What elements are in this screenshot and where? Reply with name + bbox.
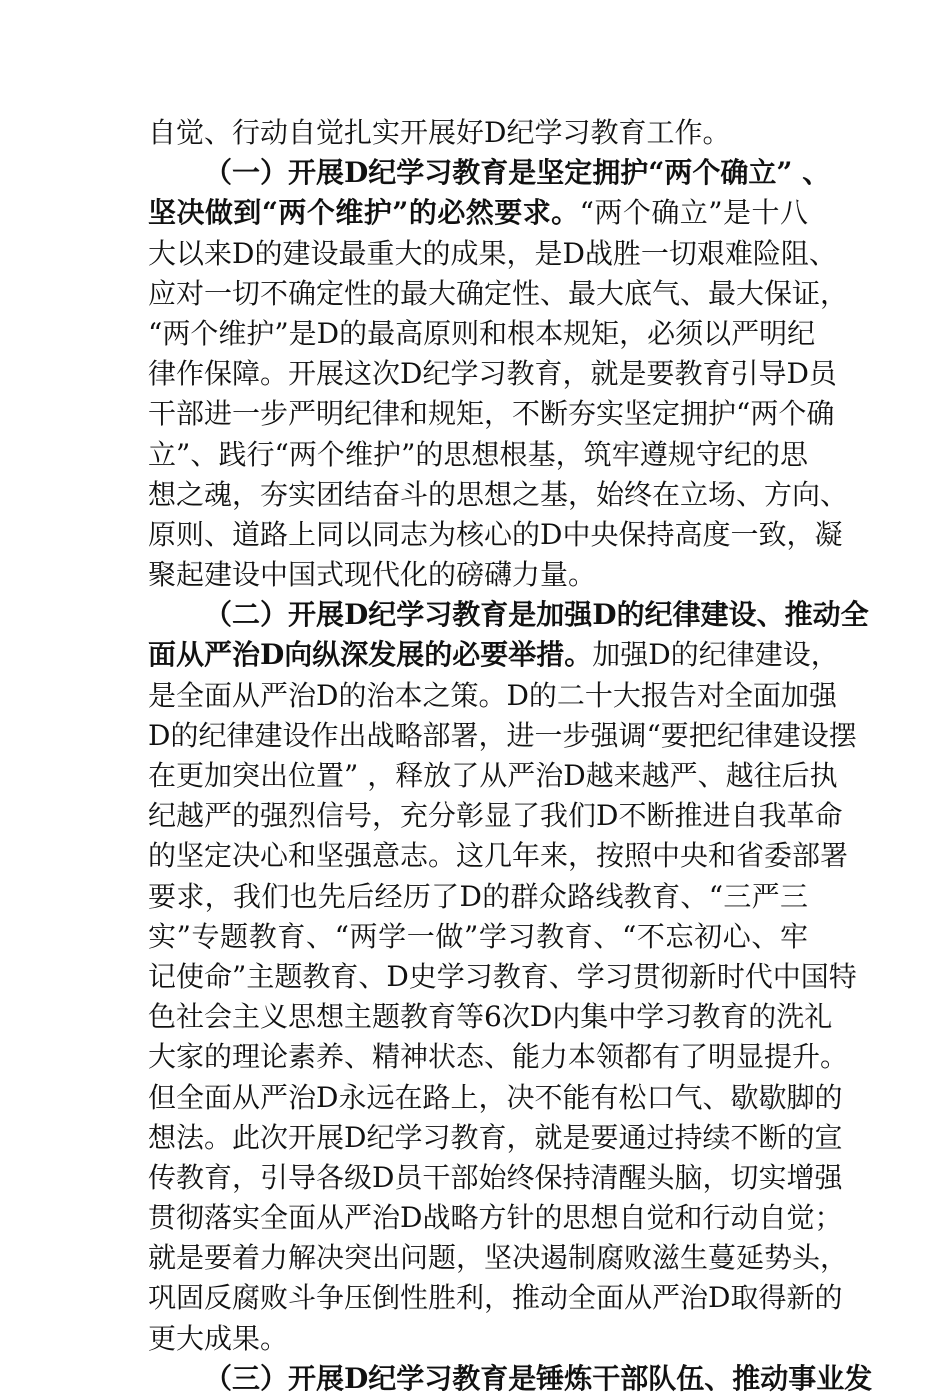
- text-line: [148, 555, 808, 595]
- text-line: [148, 475, 849, 515]
- document-body: [148, 113, 873, 1399]
- text-line: [148, 515, 843, 555]
- body-text: 原则、道路上同以同志为核心的D中央保持高度一致，凝: [148, 517, 843, 551]
- body-text: 自觉、行动自觉扎实开展好D纪学习教育工作。: [148, 116, 731, 149]
- text-line: [148, 635, 839, 675]
- text-line: [148, 877, 808, 917]
- body-text: 的坚定决心和坚强意志。这几年来，按照中央和省委部署: [148, 839, 849, 873]
- body-text: 立”、践行“两个维护”的思想根基，筑牢遵规守纪的思: [148, 437, 808, 471]
- body-text: 巩固反腐败斗争压倒性胜利，推动全面从严治D取得新的: [148, 1281, 843, 1315]
- body-text: 贯彻落实全面从严治D战略方针的思想自觉和行动自觉；: [148, 1201, 843, 1235]
- heading-text: （一）开展D纪学习教育是坚定拥护“两个确立” 、: [204, 156, 831, 190]
- text-line: [148, 394, 835, 434]
- text-line: [148, 595, 869, 635]
- body-text: 要求，我们也先后经历了D的群众路线教育、“三严三: [148, 879, 808, 913]
- body-text: 大家的理论素养、精神状态、能力本领都有了明显提升。: [148, 1040, 849, 1074]
- text-line: [148, 1319, 808, 1359]
- body-text: 加强D的纪律建设，: [592, 638, 839, 672]
- text-line: [148, 756, 838, 796]
- heading-text: 面从严治D向纵深发展的必要举措。: [148, 638, 593, 672]
- body-text: “两个确立”是十八: [579, 196, 808, 230]
- text-line: [148, 1198, 843, 1238]
- heading-text: （三）开展D纪学习教育是锤炼干部队伍、推动事业发: [204, 1361, 873, 1395]
- body-text: 是全面从严治D的治本之策。D的二十大报告对全面加强: [148, 678, 837, 712]
- text-line: [148, 193, 808, 233]
- body-text: 聚起建设中国式现代化的磅礴力量。: [148, 558, 597, 592]
- text-line: [148, 1158, 843, 1198]
- text-line: [148, 113, 808, 153]
- body-text: D的纪律建设作出战略部署，进一步强调“要把纪律建设摆: [148, 718, 857, 752]
- body-text: 应对一切不确定性的最大确定性、最大底气、最大保证，: [148, 276, 849, 310]
- text-line: [148, 997, 833, 1037]
- text-line: [148, 1078, 843, 1118]
- text-line: [148, 1278, 843, 1318]
- text-line: [148, 354, 837, 394]
- text-line: [148, 314, 816, 354]
- text-line: [148, 234, 837, 274]
- body-text: 大以来D的建设最重大的成果，是D战胜一切艰难险阻、: [148, 236, 837, 270]
- body-text: 在更加突出位置” ，释放了从严治D越来越严、越往后执: [148, 759, 838, 792]
- text-line: [148, 716, 857, 756]
- text-line: [148, 676, 837, 716]
- body-text: 更大成果。: [148, 1321, 289, 1355]
- body-text: 记使命”主题教育、D史学习教育、学习贯彻新时代中国特: [148, 959, 857, 993]
- text-line: [148, 917, 808, 957]
- body-text: 想法。此次开展D纪学习教育，就是要通过持续不断的宣: [148, 1120, 843, 1154]
- body-text: 律作保障。开展这次D纪学习教育，就是要教育引导D员: [148, 357, 837, 391]
- text-line: [148, 1118, 843, 1158]
- text-line: [148, 1359, 873, 1399]
- body-text: 纪越严的强烈信号，充分彰显了我们D不断推进自我革命: [148, 799, 843, 833]
- body-text: 实”专题教育、“两学一做”学习教育、“不忘初心、牢: [148, 919, 808, 953]
- heading-text: （二）开展D纪学习教育是加强D的纪律建设、推动全: [204, 598, 869, 632]
- text-line: [148, 836, 849, 876]
- body-text: 传教育，引导各级D员干部始终保持清醒头脑，切实增强: [148, 1160, 843, 1194]
- body-text: “两个维护”是D的最高原则和根本规矩，必须以严明纪: [148, 316, 816, 350]
- text-line: [148, 796, 843, 836]
- body-text: 干部进一步严明纪律和规矩，不断夯实坚定拥护“两个确: [148, 397, 835, 431]
- text-line: [148, 957, 857, 997]
- heading-text: 坚决做到“两个维护”的必然要求。: [148, 196, 580, 230]
- text-line: [148, 1037, 849, 1077]
- text-line: [148, 435, 808, 475]
- body-text: 就是要着力解决突出问题，坚决遏制腐败滋生蔓延势头，: [148, 1241, 849, 1275]
- body-text: 色社会主义思想主题教育等6次D内集中学习教育的洗礼: [148, 1000, 833, 1034]
- text-line: [148, 153, 831, 193]
- body-text: 但全面从严治D永远在路上，决不能有松口气、歇歇脚的: [148, 1080, 843, 1114]
- body-text: 想之魂，夯实团结奋斗的思想之基，始终在立场、方向、: [148, 477, 849, 511]
- text-line: [148, 274, 849, 314]
- text-line: [148, 1238, 849, 1278]
